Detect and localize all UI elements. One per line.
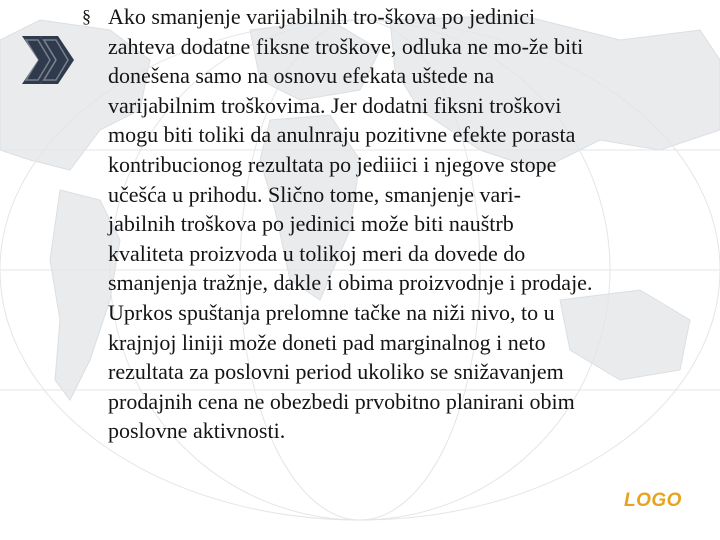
paragraph-line: učešća u prihodu. Slično tome, smanjenje vari- (108, 181, 521, 207)
paragraph-line: mogu biti toliki da anulnraju pozitivne efekte porasta (108, 122, 576, 148)
bullet-marker: § (82, 6, 91, 26)
paragraph-line: donešena samo na osnovu efekata uštede na (108, 63, 495, 89)
paragraph-line: krajnjoj liniji može doneti pad marginalnog i neto (108, 329, 546, 355)
bullet-paragraph (82, 2, 712, 446)
double-chevron-icon (20, 34, 76, 86)
paragraph-line: Uprkos spuštanja prelomne tačke na niži nivo, to u (108, 299, 555, 325)
paragraph-line: smanjenja tražnje, dakle i obima proizvodnje i prodaje. (108, 270, 593, 296)
paragraph-line (82, 2, 712, 32)
paragraph-line: kvaliteta proizvoda u tolikoj meri da dovede do (108, 240, 526, 266)
paragraph-lines (82, 2, 712, 446)
logo: LOGO (624, 490, 682, 511)
paragraph-line: rezultata za poslovni period ukoliko se snižavanjem (108, 359, 564, 385)
paragraph-line: jabilnih troškova po jedinici može biti nauštrb (108, 211, 514, 237)
paragraph-line: zahteva dodatne fiksne troškove, odluka ne mo-že biti (108, 33, 584, 59)
paragraph-line: varijabilnim troškovima. Jer dodatni fiksni troškovi (108, 92, 562, 118)
paragraph-line: poslovne aktivnosti. (108, 418, 286, 444)
paragraph-line: prodajnih cena ne obezbedi prvobitno planirani obim (108, 388, 575, 414)
paragraph-line-text: Ako smanjenje varijabilnih tro-škova po jedinici (108, 4, 536, 29)
paragraph-line: kontribucionog rezultata po jediiici i njegove stope (108, 151, 557, 177)
